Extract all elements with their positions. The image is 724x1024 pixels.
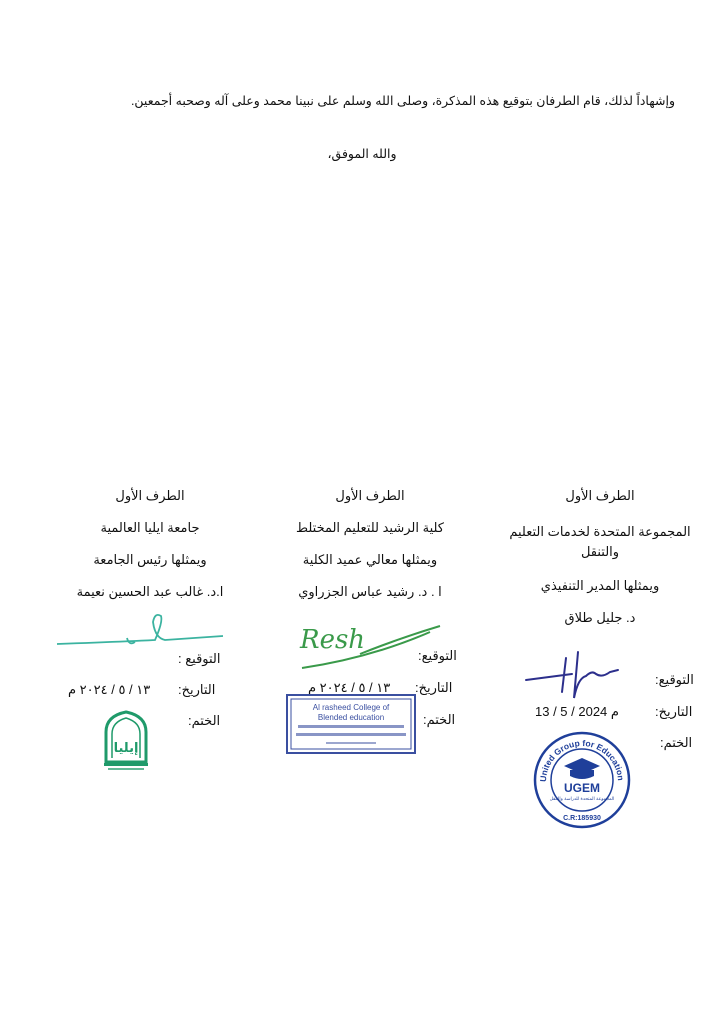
signature-ilya — [55, 612, 225, 652]
date-label: التاريخ: — [415, 680, 453, 695]
closing-final-line: والله الموفق، — [327, 147, 397, 161]
party-ugem — [480, 488, 720, 628]
party-representative: ويمثلها رئيس الجامعة — [93, 552, 207, 567]
date-label: التاريخ: — [655, 704, 693, 719]
party-signatory: ا . د. رشيد عباس الجزراوي — [298, 584, 442, 599]
stamp-logo-text: إيليا — [113, 741, 139, 756]
party-name: جامعة ايليا العالمية — [100, 520, 200, 535]
stamp-label: الختم: — [660, 735, 693, 750]
party-representative: ويمثلها المدير التنفيذي — [540, 578, 660, 593]
signature-label: التوقيع : — [178, 651, 221, 666]
date-value: ١٣ / ٥ / ٢٠٢٤ م — [308, 680, 391, 695]
signature-ugem — [522, 648, 622, 708]
stamp-line2: Blended education — [317, 713, 385, 722]
date-value: ١٣ / ٥ / ٢٠٢٤ م — [68, 682, 151, 697]
party-name: المجموعة المتحدة لخدمات التعليم — [509, 524, 691, 539]
party-name: كلية الرشيد للتعليم المختلط — [296, 520, 444, 535]
signature-label: التوقيع: — [418, 648, 457, 663]
stamp-registration: C.R:185930 — [563, 815, 601, 822]
party-heading: الطرف الأول — [565, 488, 635, 503]
party-name-cont: والتنقل — [580, 544, 620, 559]
stamp-label: الختم: — [188, 713, 221, 728]
party-heading: الطرف الأول — [115, 488, 185, 503]
stamp-ilya — [100, 710, 152, 772]
signature-text: Resh — [300, 625, 366, 655]
stamp-label: الختم: — [423, 712, 456, 727]
stamp-line1: Al rasheed College of — [312, 703, 390, 712]
stamp-arabic: المجموعة المتحدة للدراسة والتنقل — [549, 797, 615, 802]
party-ilya — [40, 488, 260, 608]
stamp-arc-text: United Group for Education and Mobility — [528, 722, 627, 784]
stamp-alrasheed — [286, 694, 416, 756]
signature-label: التوقيع: — [655, 672, 694, 687]
stamp-acronym: UGEM — [564, 781, 600, 795]
date-value: 13 / 5 / 2024 م — [535, 704, 619, 719]
date-label: التاريخ: — [178, 682, 216, 697]
party-signatory: د. جليل طلاق — [564, 610, 636, 625]
party-heading: الطرف الأول — [335, 488, 405, 503]
party-signatory: ا.د. غالب عبد الحسين نعيمة — [76, 584, 224, 599]
party-alrasheed — [260, 488, 480, 608]
party-representative: ويمثلها معالي عميد الكلية — [302, 552, 438, 567]
closing-paragraph: وإشهاداً لذلك، قام الطرفان بتوقيع هذه المذكرة، وصلى الله وسلم على نبينا محمد وعلى آله وصحبه أجمعين. — [130, 94, 675, 108]
stamp-ugem — [528, 722, 632, 830]
